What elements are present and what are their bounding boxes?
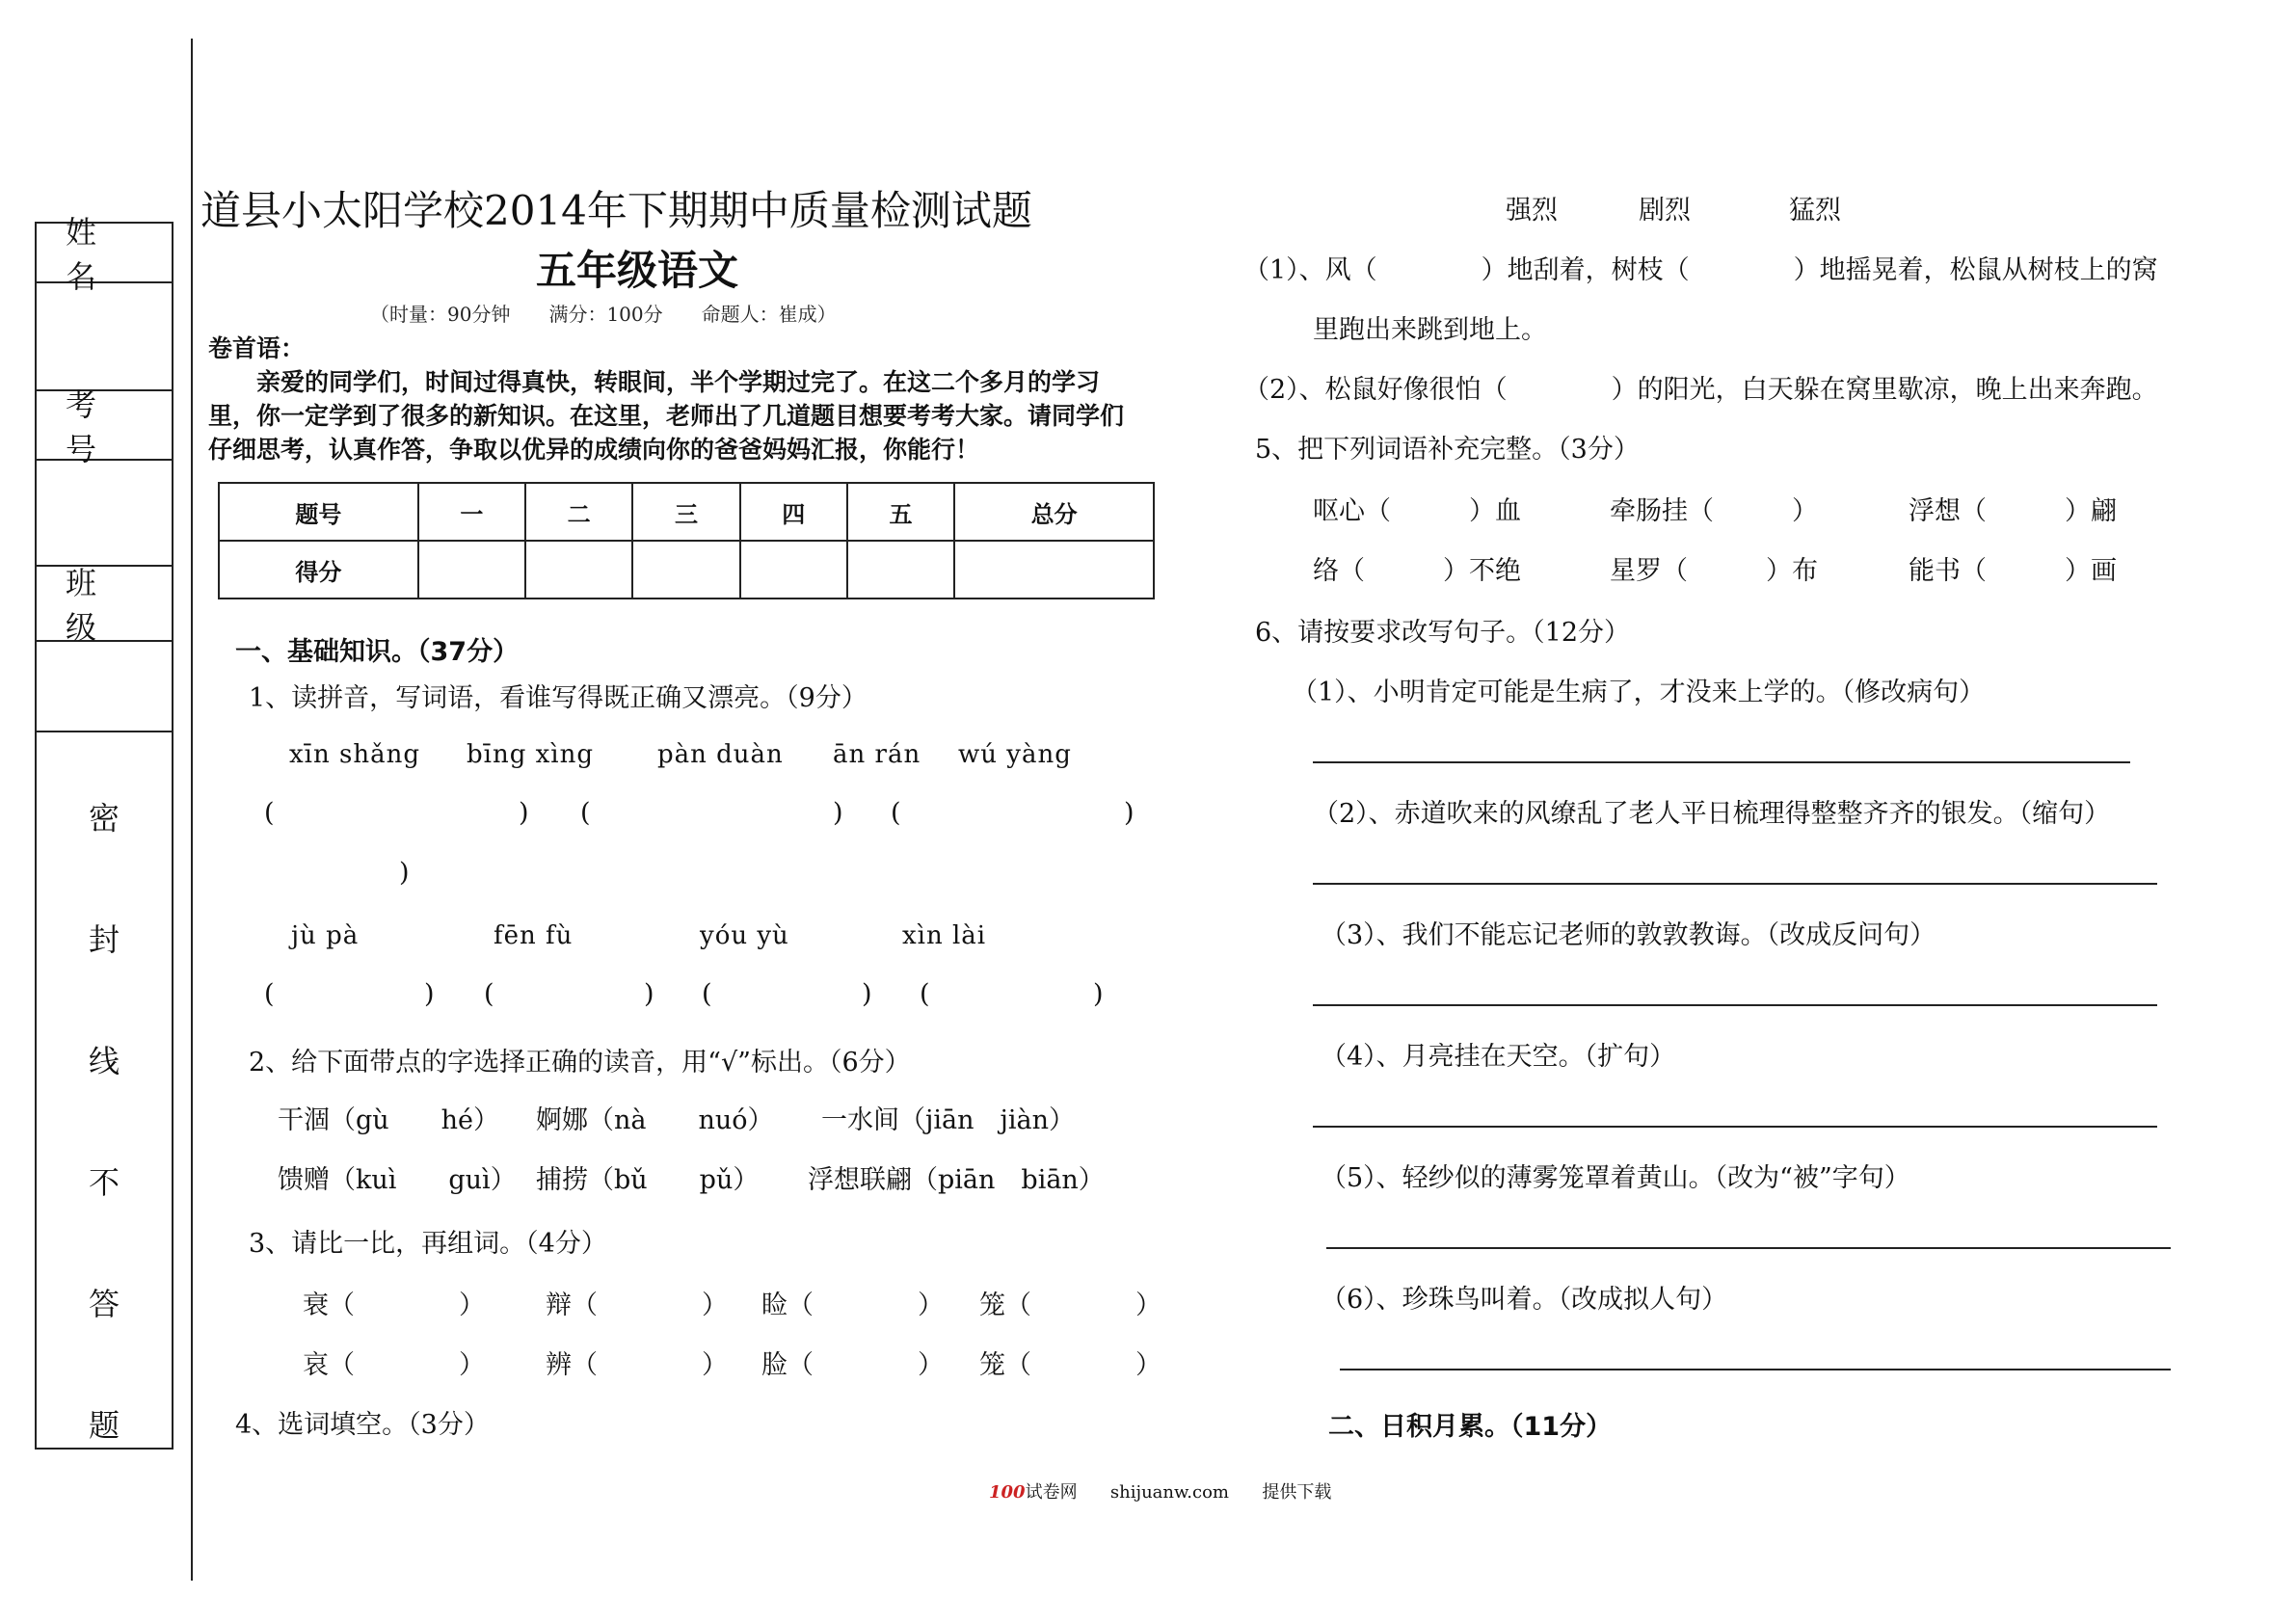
student-info-panel: [35, 214, 174, 1450]
answer-paren: ): [519, 798, 529, 828]
answer-paren: (: [920, 979, 930, 1009]
pronunciation-item: 一水间（jiān jiàn）: [821, 1105, 1075, 1135]
exam-no-label: 考号: [37, 391, 172, 461]
compare-item: 睑（ ）: [761, 1290, 944, 1320]
answer-paren: (: [580, 798, 591, 828]
score-cell[interactable]: [847, 541, 954, 599]
exam-no-field[interactable]: [37, 461, 172, 567]
table-header-cell: 题号: [219, 483, 418, 541]
class-label: 班级: [37, 567, 172, 642]
seal-char: 封: [88, 921, 120, 958]
q3-title: 3、请比一比，再组词。（4分）: [249, 1229, 607, 1259]
answer-paren: ): [424, 979, 435, 1009]
pronunciation-item: 婀娜（nà nuó）: [536, 1105, 774, 1135]
rewrite-item: （1）、小明肯定可能是生病了，才没来上学的。（修改病句）: [1292, 678, 1986, 707]
pronunciation-item: 浮想联翩（piān biān）: [808, 1165, 1105, 1195]
score-cell[interactable]: [740, 541, 847, 599]
answer-line[interactable]: [1313, 761, 2130, 763]
answer-paren: ): [833, 798, 843, 828]
q4-sentence: 里跑出来跳到地上。: [1313, 315, 1547, 345]
pinyin: fēn fù: [494, 921, 574, 950]
q2-title: 2、给下面带点的字选择正确的读音，用“√”标出。（6分）: [249, 1048, 911, 1078]
compare-item: 哀（ ）: [303, 1350, 485, 1380]
pinyin: ān rán: [833, 740, 921, 769]
answer-line[interactable]: [1313, 1126, 2157, 1128]
q1-title: 1、读拼音，写词语，看谁写得既正确又漂亮。（9分）: [249, 683, 868, 713]
idiom-item: 牵肠挂（ ）: [1610, 496, 1818, 526]
seal-char: 密: [88, 800, 120, 837]
part1-title: 一、基础知识。（37分）: [235, 637, 520, 667]
seal-char: 题: [88, 1407, 120, 1444]
compare-item: 笼（ ）: [979, 1350, 1161, 1380]
exam-title: 道县小太阳学校2014年下期期中质量检测试题: [200, 187, 1032, 234]
word-choice: 剧烈: [1639, 196, 1691, 226]
pinyin: pàn duàn: [657, 740, 784, 769]
answer-paren: (: [264, 979, 275, 1009]
idiom-item: 浮想（ ）翩: [1909, 496, 2117, 526]
answer-paren: ): [862, 979, 872, 1009]
answer-line[interactable]: [1313, 883, 2157, 885]
site-domain[interactable]: shijuanw.com: [1109, 1482, 1229, 1503]
score-cell[interactable]: [525, 541, 632, 599]
compare-item: 衰（ ）: [303, 1290, 485, 1320]
exam-subtitle: 五年级语文: [536, 247, 739, 294]
footer-note: 提供下载: [1262, 1482, 1332, 1503]
pinyin: wú yàng: [958, 740, 1072, 769]
table-header-cell: 一: [418, 483, 525, 541]
answer-paren: ): [399, 858, 410, 888]
idiom-item: 能书（ ）画: [1909, 556, 2117, 586]
rewrite-item: （3）、我们不能忘记老师的敦敦教诲。（改成反问句）: [1321, 920, 1936, 950]
table-header-cell: 五: [847, 483, 954, 541]
table-header-cell: 四: [740, 483, 847, 541]
pronunciation-item: 捕捞（bǔ pǔ）: [536, 1165, 760, 1195]
q6-title: 6、请按要求改写句子。（12分）: [1255, 618, 1631, 648]
q5-title: 5、把下列词语补充完整。（3分）: [1255, 435, 1640, 465]
site-logo: 100: [989, 1482, 1026, 1503]
class-field[interactable]: [37, 642, 172, 732]
score-cell[interactable]: [954, 541, 1154, 599]
table-header-cell: 三: [632, 483, 739, 541]
answer-line[interactable]: [1326, 1247, 2171, 1249]
answer-paren: (: [702, 979, 712, 1009]
part2-title: 二、日积月累。（11分）: [1328, 1412, 1613, 1442]
word-choice: 强烈: [1506, 196, 1558, 226]
q4-sentence: （2）、松鼠好像很怕（ ）的阳光，白天躲在窝里歇凉，晚上出来奔跑。: [1243, 375, 2158, 405]
preface-body: 亲爱的同学们，时间过得真快，转眼间，半个学期过完了。在这二个多月的学习里，你一定学到了很多的新知识。在这里，老师出了几道题目想要考考大家。请同学们仔细思考，认真作答，争取以优异的成绩向你的爸爸妈妈汇报，你能行！: [208, 368, 1125, 464]
rewrite-item: （6）、珍珠鸟叫着。（改成拟人句）: [1321, 1285, 1728, 1315]
table-row: [219, 541, 1154, 599]
pinyin: xīn shǎng: [289, 740, 420, 769]
score-cell[interactable]: [418, 541, 525, 599]
table-row: [219, 483, 1154, 541]
q4-sentence: （1）、风（ ）地刮着，树枝（ ）地摇晃着，松鼠从树枝上的窝: [1243, 255, 2158, 285]
answer-paren: (: [264, 798, 275, 828]
rewrite-item: （2）、赤道吹来的风缭乱了老人平日梳理得整整齐齐的银发。（缩句）: [1313, 799, 2111, 829]
score-row-label: 得分: [219, 541, 418, 599]
q4-title: 4、选词填空。（3分）: [235, 1410, 490, 1440]
seal-char: 答: [88, 1286, 120, 1322]
answer-paren: ): [1093, 979, 1104, 1009]
answer-paren: (: [484, 979, 494, 1009]
compare-item: 辩（ ）: [546, 1290, 728, 1320]
exam-meta: （时量：90分钟 满分：100分 命题人：崔成）: [370, 303, 837, 326]
pronunciation-item: 馈赠（kuì guì）: [278, 1165, 517, 1195]
table-header-cell: 总分: [954, 483, 1154, 541]
preface-title: 卷首语：: [208, 334, 306, 362]
score-table: [218, 482, 1155, 599]
name-field[interactable]: [37, 283, 172, 391]
answer-line[interactable]: [1313, 1004, 2157, 1006]
compare-item: 笼（ ）: [979, 1290, 1161, 1320]
table-header-cell: 二: [525, 483, 632, 541]
answer-line[interactable]: [1340, 1369, 2171, 1370]
rewrite-item: （5）、轻纱似的薄雾笼罩着黄山。（改为“被”字句）: [1321, 1163, 1910, 1193]
compare-item: 辨（ ）: [546, 1350, 728, 1380]
pinyin: jù pà: [291, 921, 360, 950]
idiom-item: 呕心（ ）血: [1313, 496, 1521, 526]
footer: [989, 1478, 1331, 1503]
word-choice: 猛烈: [1789, 196, 1841, 226]
seal-char: 线: [88, 1043, 120, 1079]
pinyin: bīng xìng: [467, 740, 594, 769]
compare-item: 脸（ ）: [761, 1350, 944, 1380]
rewrite-item: （4）、月亮挂在天空。（扩句）: [1321, 1042, 1676, 1072]
idiom-item: 星罗（ ）布: [1610, 556, 1818, 586]
pinyin: yóu yù: [700, 921, 789, 950]
name-label: 姓名: [37, 224, 172, 283]
answer-paren: ): [1124, 798, 1135, 828]
pronunciation-item: 干涸（gù hé）: [278, 1105, 500, 1135]
pinyin: xìn lài: [902, 921, 987, 950]
idiom-item: 络（ ）不绝: [1313, 556, 1521, 586]
answer-paren: (: [891, 798, 901, 828]
site-name: 试卷网: [1025, 1482, 1078, 1503]
binding-line: [191, 39, 193, 1581]
score-cell[interactable]: [632, 541, 739, 599]
seal-char: 不: [88, 1164, 120, 1201]
preface: [208, 332, 1143, 466]
answer-paren: ): [644, 979, 654, 1009]
